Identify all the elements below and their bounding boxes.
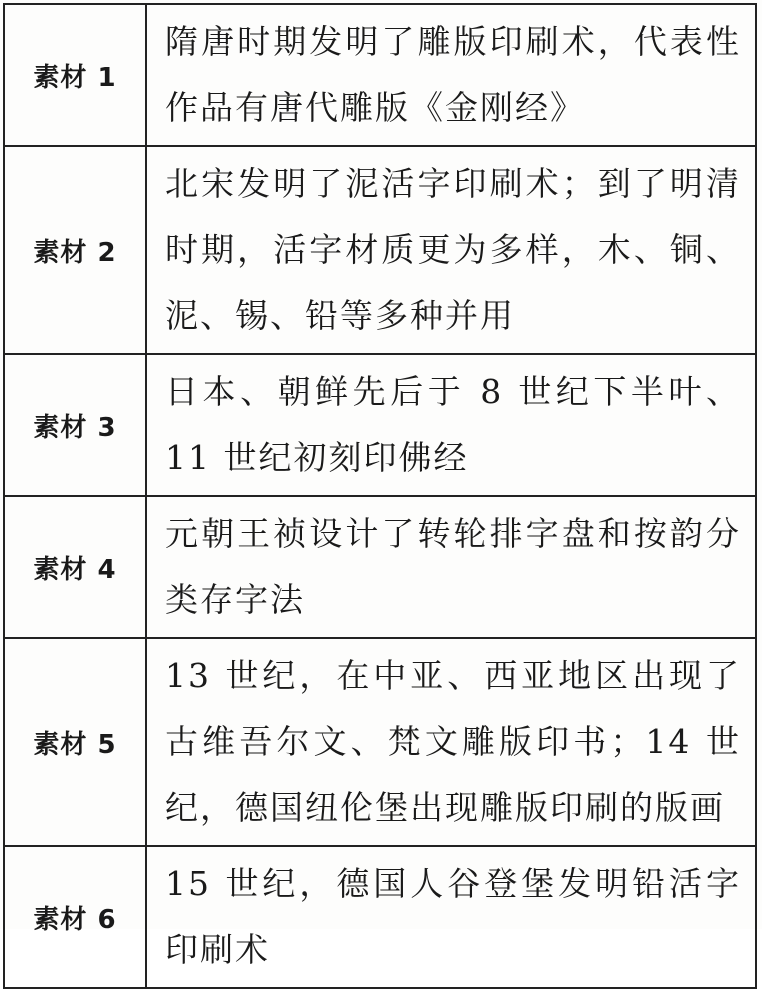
material-content: 13 世纪，在中亚、西亚地区出现了古维吾尔文、梵文雕版印书；14 世纪，德国纽伦堡出现雕版印刷的版画 bbox=[146, 638, 756, 846]
material-content: 北宋发明了泥活字印刷术；到了明清时期，活字材质更为多样，木、铜、泥、锡、铅等多种并用 bbox=[146, 146, 756, 354]
material-label: 素材 3 bbox=[4, 354, 146, 496]
table-row bbox=[4, 638, 756, 846]
material-label: 素材 1 bbox=[4, 4, 146, 146]
table-row bbox=[4, 146, 756, 354]
material-label: 素材 6 bbox=[4, 846, 146, 988]
material-content: 日本、朝鲜先后于 8 世纪下半叶、11 世纪初刻印佛经 bbox=[146, 354, 756, 496]
material-label: 素材 4 bbox=[4, 496, 146, 638]
table-row bbox=[4, 496, 756, 638]
materials-table bbox=[3, 3, 757, 989]
table-row bbox=[4, 846, 756, 988]
table-row bbox=[4, 4, 756, 146]
material-label: 素材 5 bbox=[4, 638, 146, 846]
material-content: 隋唐时期发明了雕版印刷术，代表性作品有唐代雕版《金刚经》 bbox=[146, 4, 756, 146]
material-content: 15 世纪，德国人谷登堡发明铅活字印刷术 bbox=[146, 846, 756, 988]
material-label: 素材 2 bbox=[4, 146, 146, 354]
material-content: 元朝王祯设计了转轮排字盘和按韵分类存字法 bbox=[146, 496, 756, 638]
table-row bbox=[4, 354, 756, 496]
